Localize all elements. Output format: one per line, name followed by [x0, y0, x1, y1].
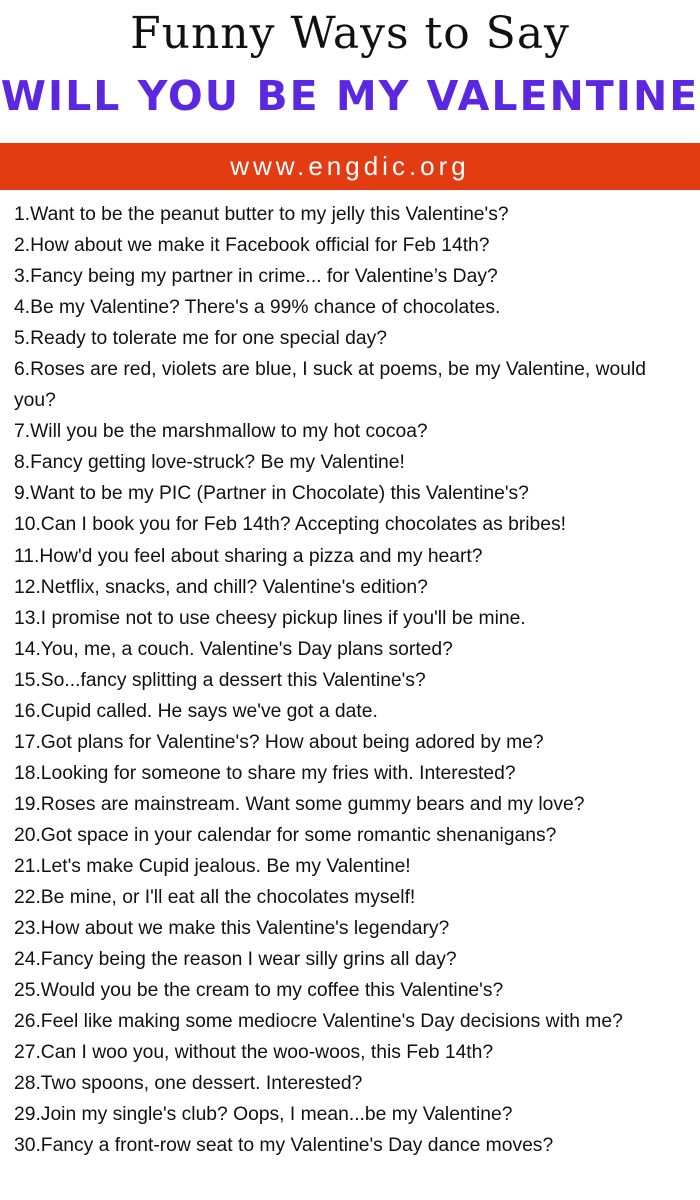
list-item-7: 7.Will you be the marshmallow to my hot cocoa?: [14, 421, 428, 443]
list-item-8: 8.Fancy getting love-struck? Be my Valentine!: [14, 452, 405, 474]
list-item-14: 14.You, me, a couch. Valentine's Day plans sorted?: [14, 638, 453, 660]
list-item-21: 21.Let's make Cupid jealous. Be my Valentine!: [14, 855, 411, 877]
list-item-29: 29.Join my single's club? Oops, I mean...be my Valentine?: [14, 1104, 513, 1126]
list-item-17: 17.Got plans for Valentine's? How about being adored by me?: [14, 731, 544, 753]
list-item-3: 3.Fancy being my partner in crime... for Valentine’s Day?: [14, 266, 498, 288]
url-banner: [0, 143, 700, 190]
list-item-30: 30.Fancy a front-row seat to my Valentine's Day dance moves?: [14, 1135, 554, 1157]
list-item-24: 24.Fancy being the reason I wear silly grins all day?: [14, 949, 457, 971]
list-item-26: 26.Feel like making some mediocre Valentine's Day decisions with me?: [14, 1011, 623, 1033]
page-subtitle: WILL YOU BE MY VALENTINE: [0, 72, 700, 120]
list-item-11: 11.How'd you feel about sharing a pizza and my heart?: [14, 545, 483, 567]
list-item-15: 15.So...fancy splitting a dessert this Valentine's?: [14, 669, 426, 691]
page-title: Funny Ways to Say: [130, 8, 570, 59]
list-item-6: 6.Roses are red, violets are blue, I suck at poems, be my Valentine, would you?: [14, 359, 646, 412]
list-item-23: 23.How about we make this Valentine's legendary?: [14, 918, 450, 940]
list-item-13: 13.I promise not to use cheesy pickup lines if you'll be mine.: [14, 607, 526, 629]
list-item-16: 16.Cupid called. He says we've got a date.: [14, 700, 378, 722]
list-item-4: 4.Be my Valentine? There's a 99% chance of chocolates.: [14, 297, 501, 319]
list-item-20: 20.Got space in your calendar for some romantic shenanigans?: [14, 824, 557, 846]
list-item-19: 19.Roses are mainstream. Want some gummy bears and my love?: [14, 793, 585, 815]
list-item-2: 2.How about we make it Facebook official for Feb 14th?: [14, 235, 490, 257]
list-item-12: 12.Netflix, snacks, and chill? Valentine's edition?: [14, 576, 428, 598]
list-item-10: 10.Can I book you for Feb 14th? Accepting chocolates as bribes!: [14, 514, 567, 536]
list-item-28: 28.Two spoons, one dessert. Interested?: [14, 1073, 363, 1095]
website-url: www.engdic.org: [230, 151, 470, 181]
phrase-list: [14, 199, 686, 1161]
list-item-9: 9.Want to be my PIC (Partner in Chocolate) this Valentine's?: [14, 483, 529, 505]
list-item-1: 1.Want to be the peanut butter to my jelly this Valentine's?: [14, 204, 509, 225]
list-item-27: 27.Can I woo you, without the woo-woos, this Feb 14th?: [14, 1042, 494, 1064]
list-item-5: 5.Ready to tolerate me for one special day?: [14, 328, 387, 350]
list-item-22: 22.Be mine, or I'll eat all the chocolates myself!: [14, 887, 416, 909]
list-item-25: 25.Would you be the cream to my coffee this Valentine's?: [14, 980, 504, 1002]
list-item-18: 18.Looking for someone to share my fries with. Interested?: [14, 762, 516, 784]
